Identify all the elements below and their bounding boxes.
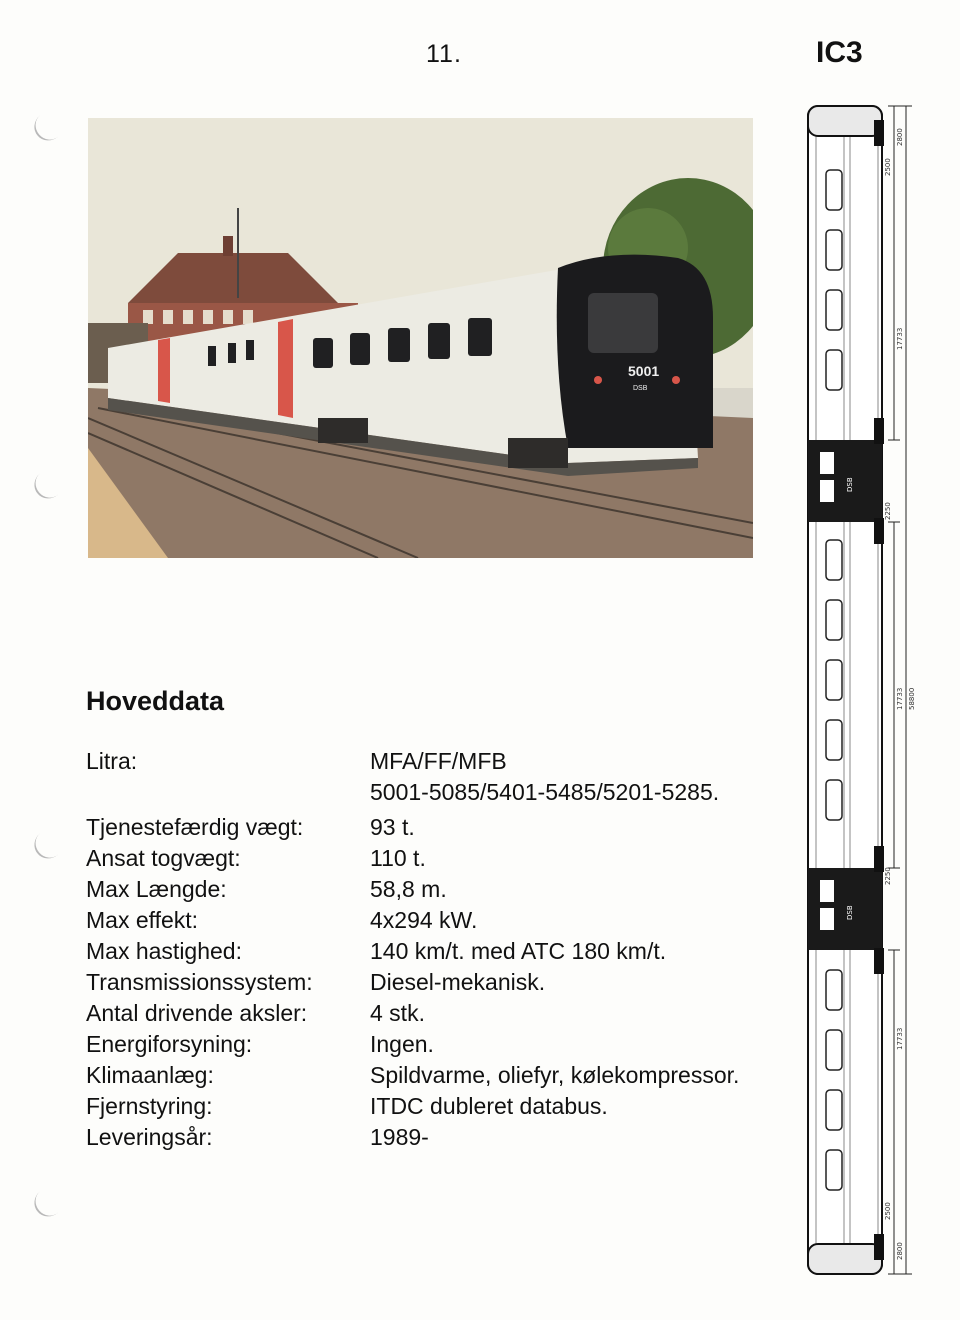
dimension-label: 2500 [884, 1202, 892, 1220]
spec-value: 93 t. [370, 814, 415, 840]
spec-value: 58,8 m. [370, 876, 447, 902]
dimension-label: 17733 [896, 327, 904, 350]
spec-row [86, 1091, 806, 1122]
spec-row [86, 843, 806, 874]
punch-hole-mark [29, 824, 70, 865]
spec-value: 4x294 kW. [370, 907, 478, 933]
spec-row [86, 936, 806, 967]
spec-row [86, 812, 806, 843]
spec-value: Spildvarme, oliefyr, kølekompressor. [370, 1062, 740, 1088]
train-side-drawing [790, 100, 940, 1280]
spec-label: Energiforsyning: [86, 1031, 253, 1057]
train-photo-illustration [88, 118, 753, 558]
dimension-label: 2250 [884, 502, 892, 520]
dimension-label: 17733 [896, 1027, 904, 1050]
car-mark: DSB [846, 477, 854, 492]
spec-row [86, 967, 806, 998]
spec-value: 140 km/t. med ATC 180 km/t. [370, 938, 667, 964]
model-code: IC3 [816, 36, 863, 69]
dimension-label: 2500 [884, 158, 892, 176]
punch-hole-mark [29, 106, 70, 147]
page-number: 11. [426, 40, 462, 68]
spec-label: Ansat togvægt: [86, 845, 241, 871]
spec-label: Klimaanlæg: [86, 1062, 214, 1088]
spec-row [86, 746, 806, 808]
spec-value: MFA/FF/MFB 5001-5085/5401-5485/5201-5285. [370, 748, 720, 805]
spec-row [86, 905, 806, 936]
punch-hole-mark [29, 464, 70, 505]
spec-value: ITDC dubleret databus. [370, 1093, 608, 1119]
spec-row [86, 1122, 806, 1153]
spec-value: Diesel-mekanisk. [370, 969, 546, 995]
train-photo [88, 118, 753, 558]
spec-row [86, 998, 806, 1029]
spec-row [86, 1029, 806, 1060]
unit-number-label: 5001 [628, 363, 660, 379]
spec-value: Ingen. [370, 1031, 434, 1057]
spec-label: Leveringsår: [86, 1124, 213, 1150]
section-title: Hoveddata [86, 686, 225, 716]
spec-value: 1989- [370, 1124, 429, 1150]
dimension-label: 17733 [896, 687, 904, 710]
car-mark: DSB [846, 905, 854, 920]
dimension-label: 2800 [896, 128, 904, 146]
spec-label: Fjernstyring: [86, 1093, 213, 1119]
dimension-label: 58800 [908, 687, 916, 710]
spec-label: Antal drivende aksler: [86, 1000, 308, 1026]
spec-row [86, 874, 806, 905]
operator-mark-label: DSB [633, 385, 648, 392]
spec-table [86, 746, 806, 1153]
spec-row [86, 1060, 806, 1091]
spec-label: Max effekt: [86, 907, 199, 933]
spec-label: Litra: [86, 748, 138, 774]
dimension-label: 2800 [896, 1242, 904, 1260]
spec-label: Transmissionssystem: [86, 969, 313, 995]
spec-label: Tjenestefærdig vægt: [86, 814, 304, 840]
spec-value: 110 t. [370, 845, 426, 871]
punch-hole-mark [29, 1182, 70, 1223]
spec-label: Max Længde: [86, 876, 227, 902]
spec-value: 4 stk. [370, 1000, 425, 1026]
spec-label: Max hastighed: [86, 938, 242, 964]
dimension-label: 2250 [884, 867, 892, 885]
